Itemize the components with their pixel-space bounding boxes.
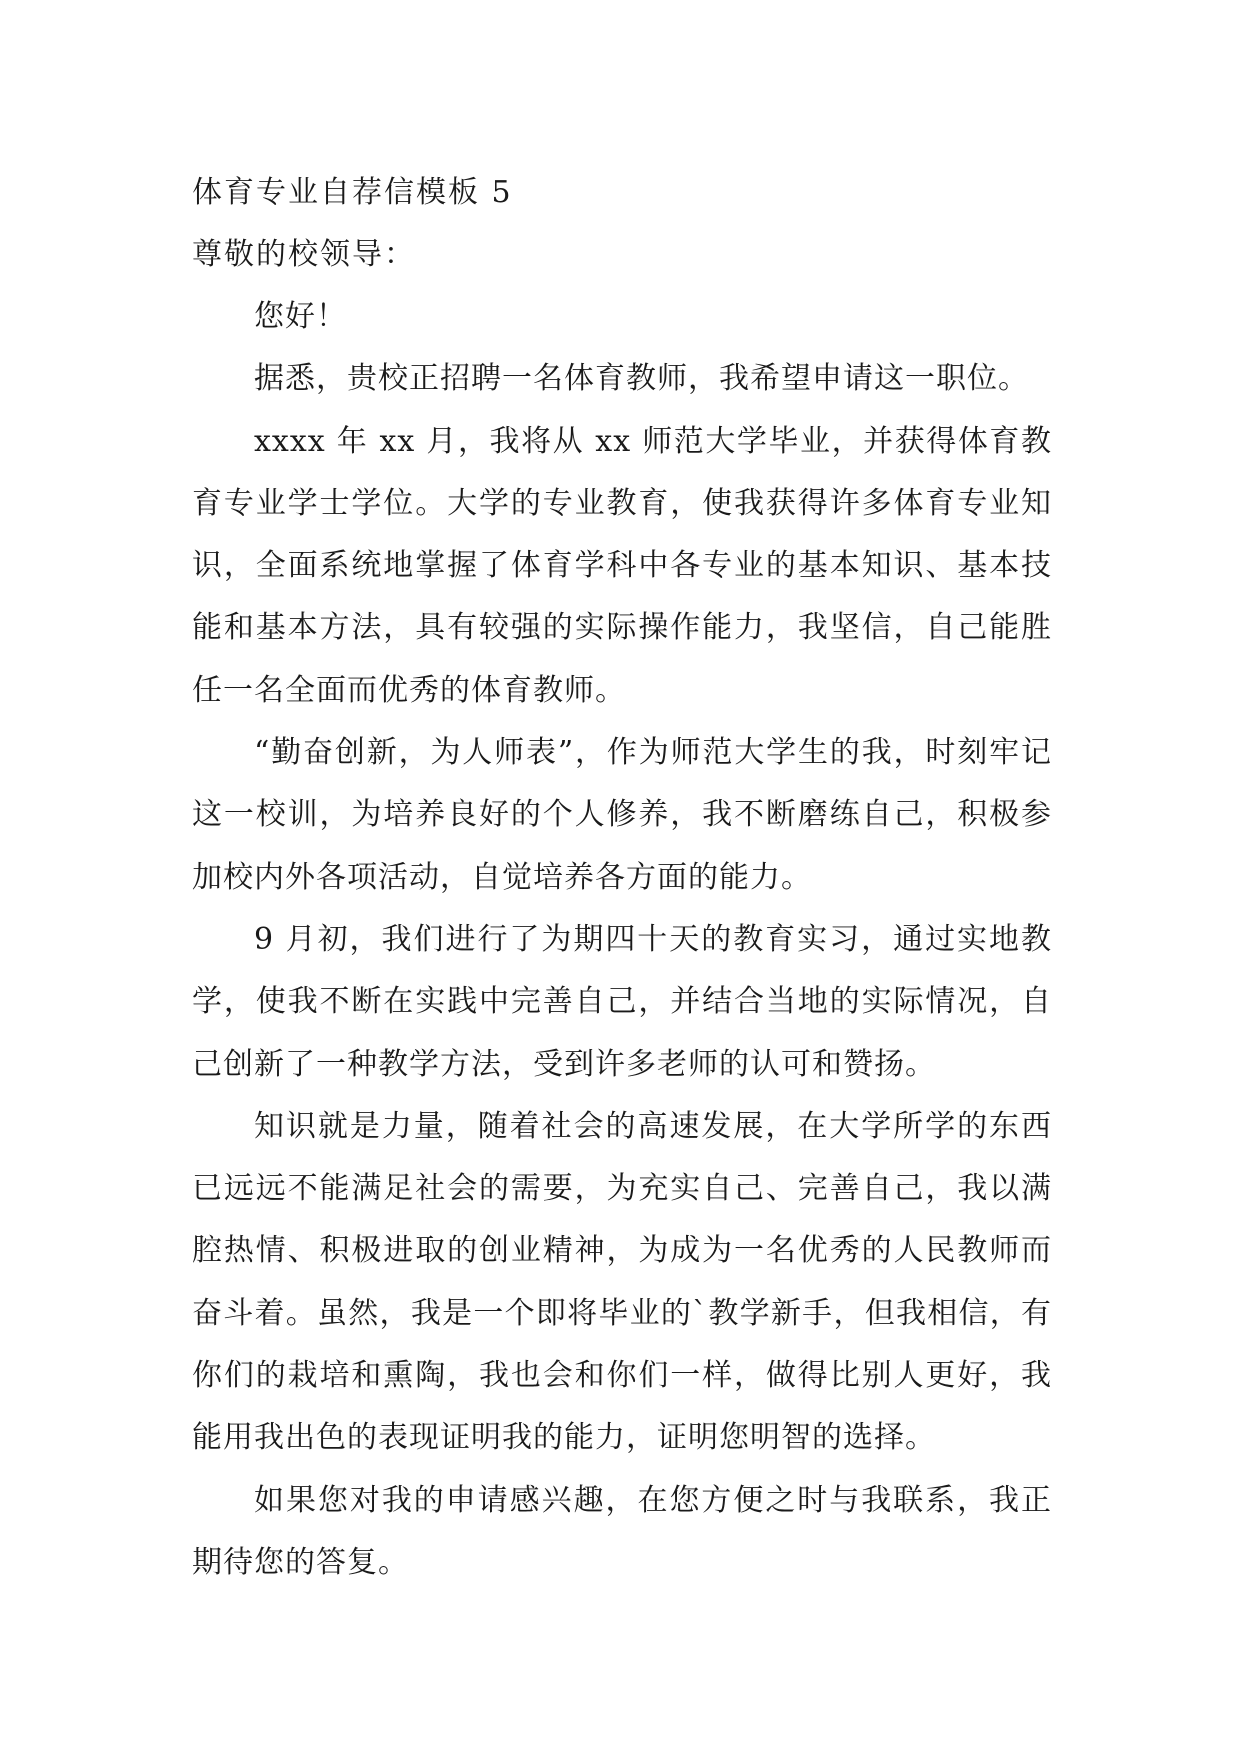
- paragraph-aspiration: 知识就是力量，随着社会的高速发展，在大学所学的东西已远远不能满足社会的需要，为充实自己、完善自己，我以满腔热情、积极进取的创业精神，为成为一名优秀的人民教师而奋斗着。虽然，我是一个即将毕业的`教学新手，但我相信，有你们的栽培和熏陶，我也会和你们一样，做得比别人更好，我能用我出色的表现证明我的能力，证明您明智的选择。: [192, 1108, 1052, 1456]
- paragraph-internship: 9 月初，我们进行了为期四十天的教育实习，通过实地教学，使我不断在实践中完善自己，并结合当地的实际情况，自己创新了一种教学方法，受到许多老师的认可和赞扬。: [192, 921, 1052, 1082]
- paragraph-motto: “勤奋创新，为人师表”，作为师范大学生的我，时刻牢记这一校训，为培养良好的个人修养，我不断磨练自己，积极参加校内外各项活动，自觉培养各方面的能力。: [192, 735, 1052, 895]
- paragraph-greeting: 您好！: [254, 299, 347, 334]
- paragraph-closing: 如果您对我的申请感兴趣，在您方便之时与我联系，我正期待您的答复。: [192, 1482, 1052, 1580]
- paragraph-education: xxxx 年 xx 月，我将从 xx 师范大学毕业，并获得体育教育专业学士学位。大学的专业教育，使我获得许多体育专业知识，全面系统地掌握了体育学科中各专业的基本知识、基本技能和基本方法，具有较强的实际操作能力，我坚信，自己能胜任一名全面而优秀的体育教师。: [192, 423, 1052, 708]
- document-page: [192, 162, 1052, 1594]
- document-title: 体育专业自荐信模板 5: [192, 175, 513, 210]
- paragraph-intro: 据悉，贵校正招聘一名体育教师，我希望申请这一职位。: [254, 361, 1029, 397]
- salutation: 尊敬的校领导：: [192, 237, 416, 272]
